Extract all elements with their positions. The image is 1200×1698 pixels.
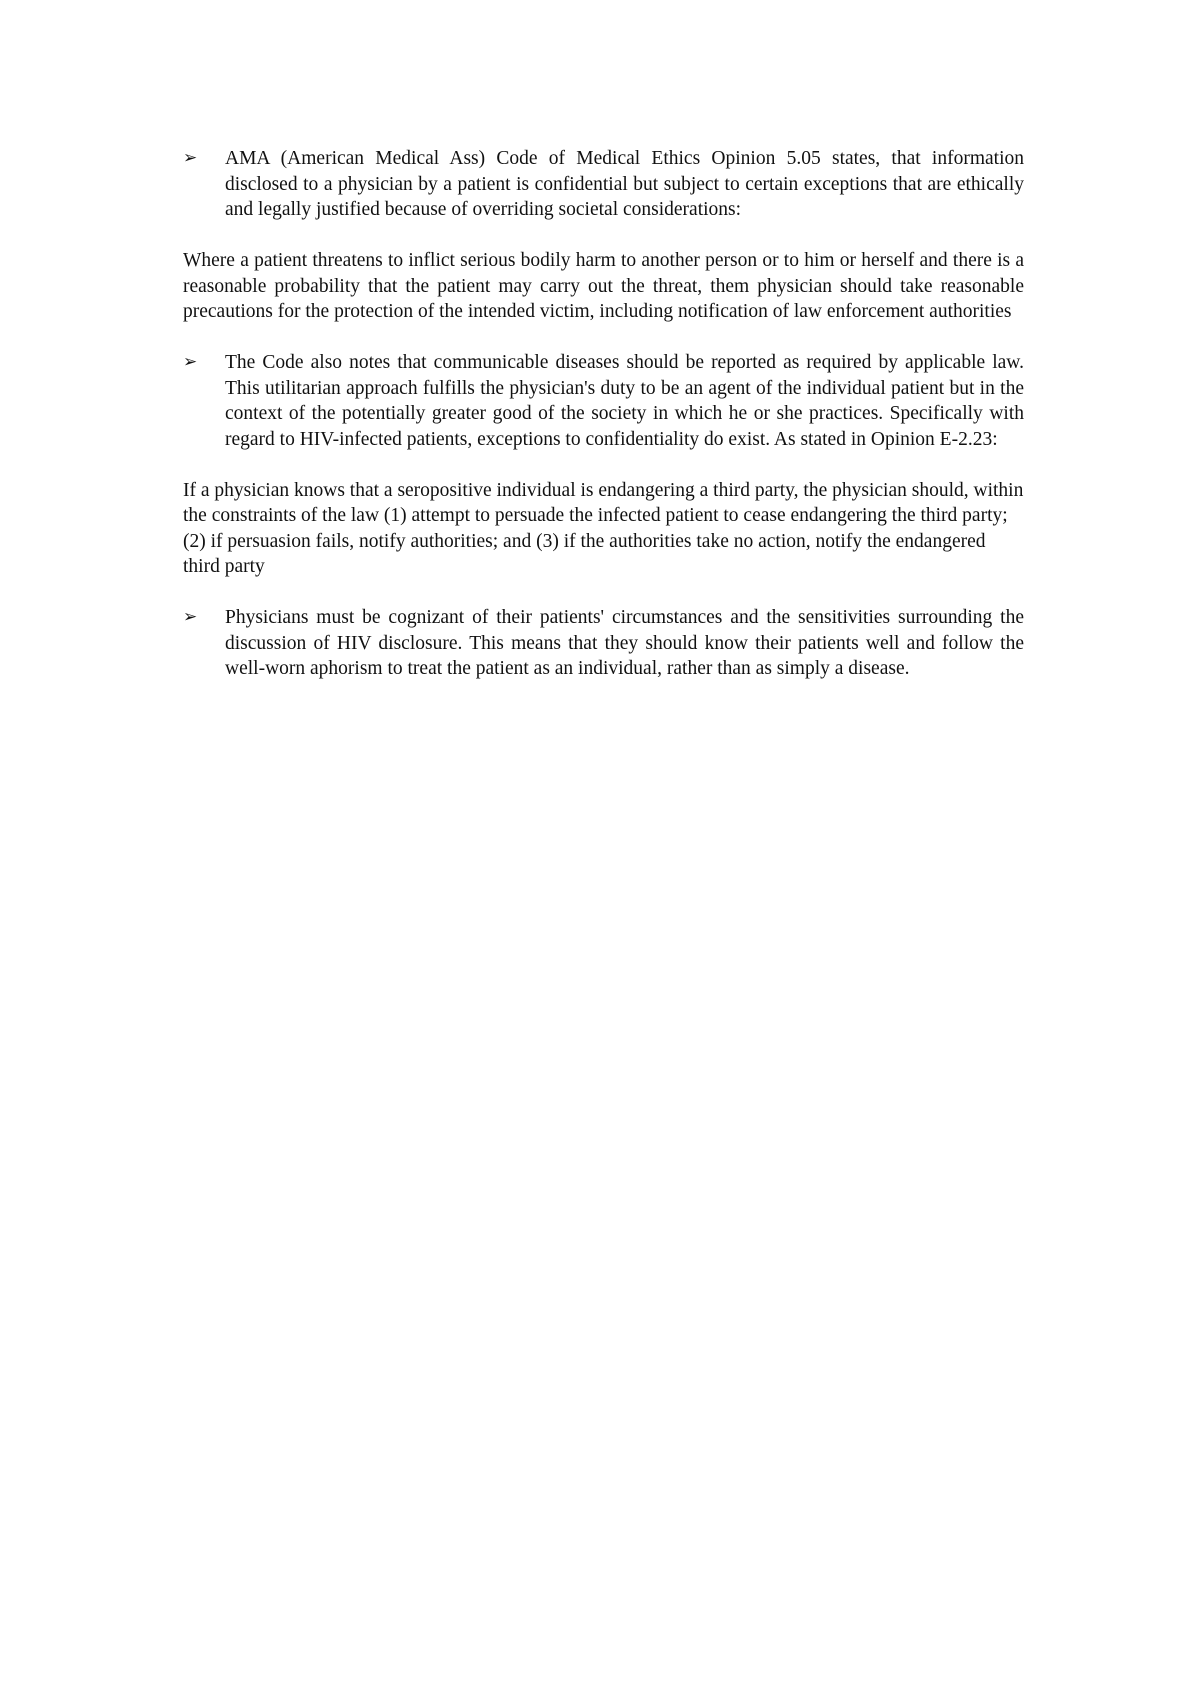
document-page bbox=[183, 146, 1024, 682]
spacer bbox=[183, 580, 1024, 606]
bullet-physicians-cognizant bbox=[183, 605, 1024, 682]
bullet-text: Physicians must be cognizant of their patients' circumstances and the sensitivities surrounding the discussion of HIV disclosure. This means that they should know their patients well and follow the well-worn aphorism to treat the patient as an individual, rather than as simply a disease. bbox=[225, 607, 1024, 679]
bullet-ama-opinion bbox=[183, 146, 1024, 223]
quote-paragraph-bodily-harm: Where a patient threatens to inflict serious bodily harm to another person or to him or herself and there is a reasonable probability that the patient may carry out the threat, them physician should take reasonable precautions for the protection of the intended victim, including notification of law enforcement authorities bbox=[183, 250, 1024, 322]
bullet-communicable-diseases bbox=[183, 350, 1024, 452]
bullet-text: AMA (American Medical Ass) Code of Medical Ethics Opinion 5.05 states, that information disclosed to a physician by a patient is confidential but subject to certain exceptions that are ethically and legally justified because of overriding societal considerations: bbox=[225, 148, 1024, 220]
arrow-bullet-icon: ➢ bbox=[183, 352, 198, 372]
arrow-bullet-icon: ➢ bbox=[183, 148, 198, 168]
bullet-text: The Code also notes that communicable diseases should be reported as required by applicable law. This utilitarian approach fulfills the physician's duty to be an agent of the individual patient but in the context of the potentially greater good of the society in which he or she practices. Specifically with regard to HIV-infected patients, exceptions to confidentiality do exist. As stated in Opinion E-2.23: bbox=[225, 352, 1024, 450]
spacer bbox=[183, 325, 1024, 351]
spacer bbox=[183, 223, 1024, 249]
quote-paragraph-seropositive: If a physician knows that a seropositive individual is endangering a third party, the physician should, within the constraints of the law (1) attempt to persuade the infected patient to cease endangering the third party; (2) if persuasion fails, notify authorities; and (3) if the authorities take no action, notify the endangered third party bbox=[183, 479, 1024, 577]
arrow-bullet-icon: ➢ bbox=[183, 607, 198, 627]
spacer bbox=[183, 452, 1024, 478]
